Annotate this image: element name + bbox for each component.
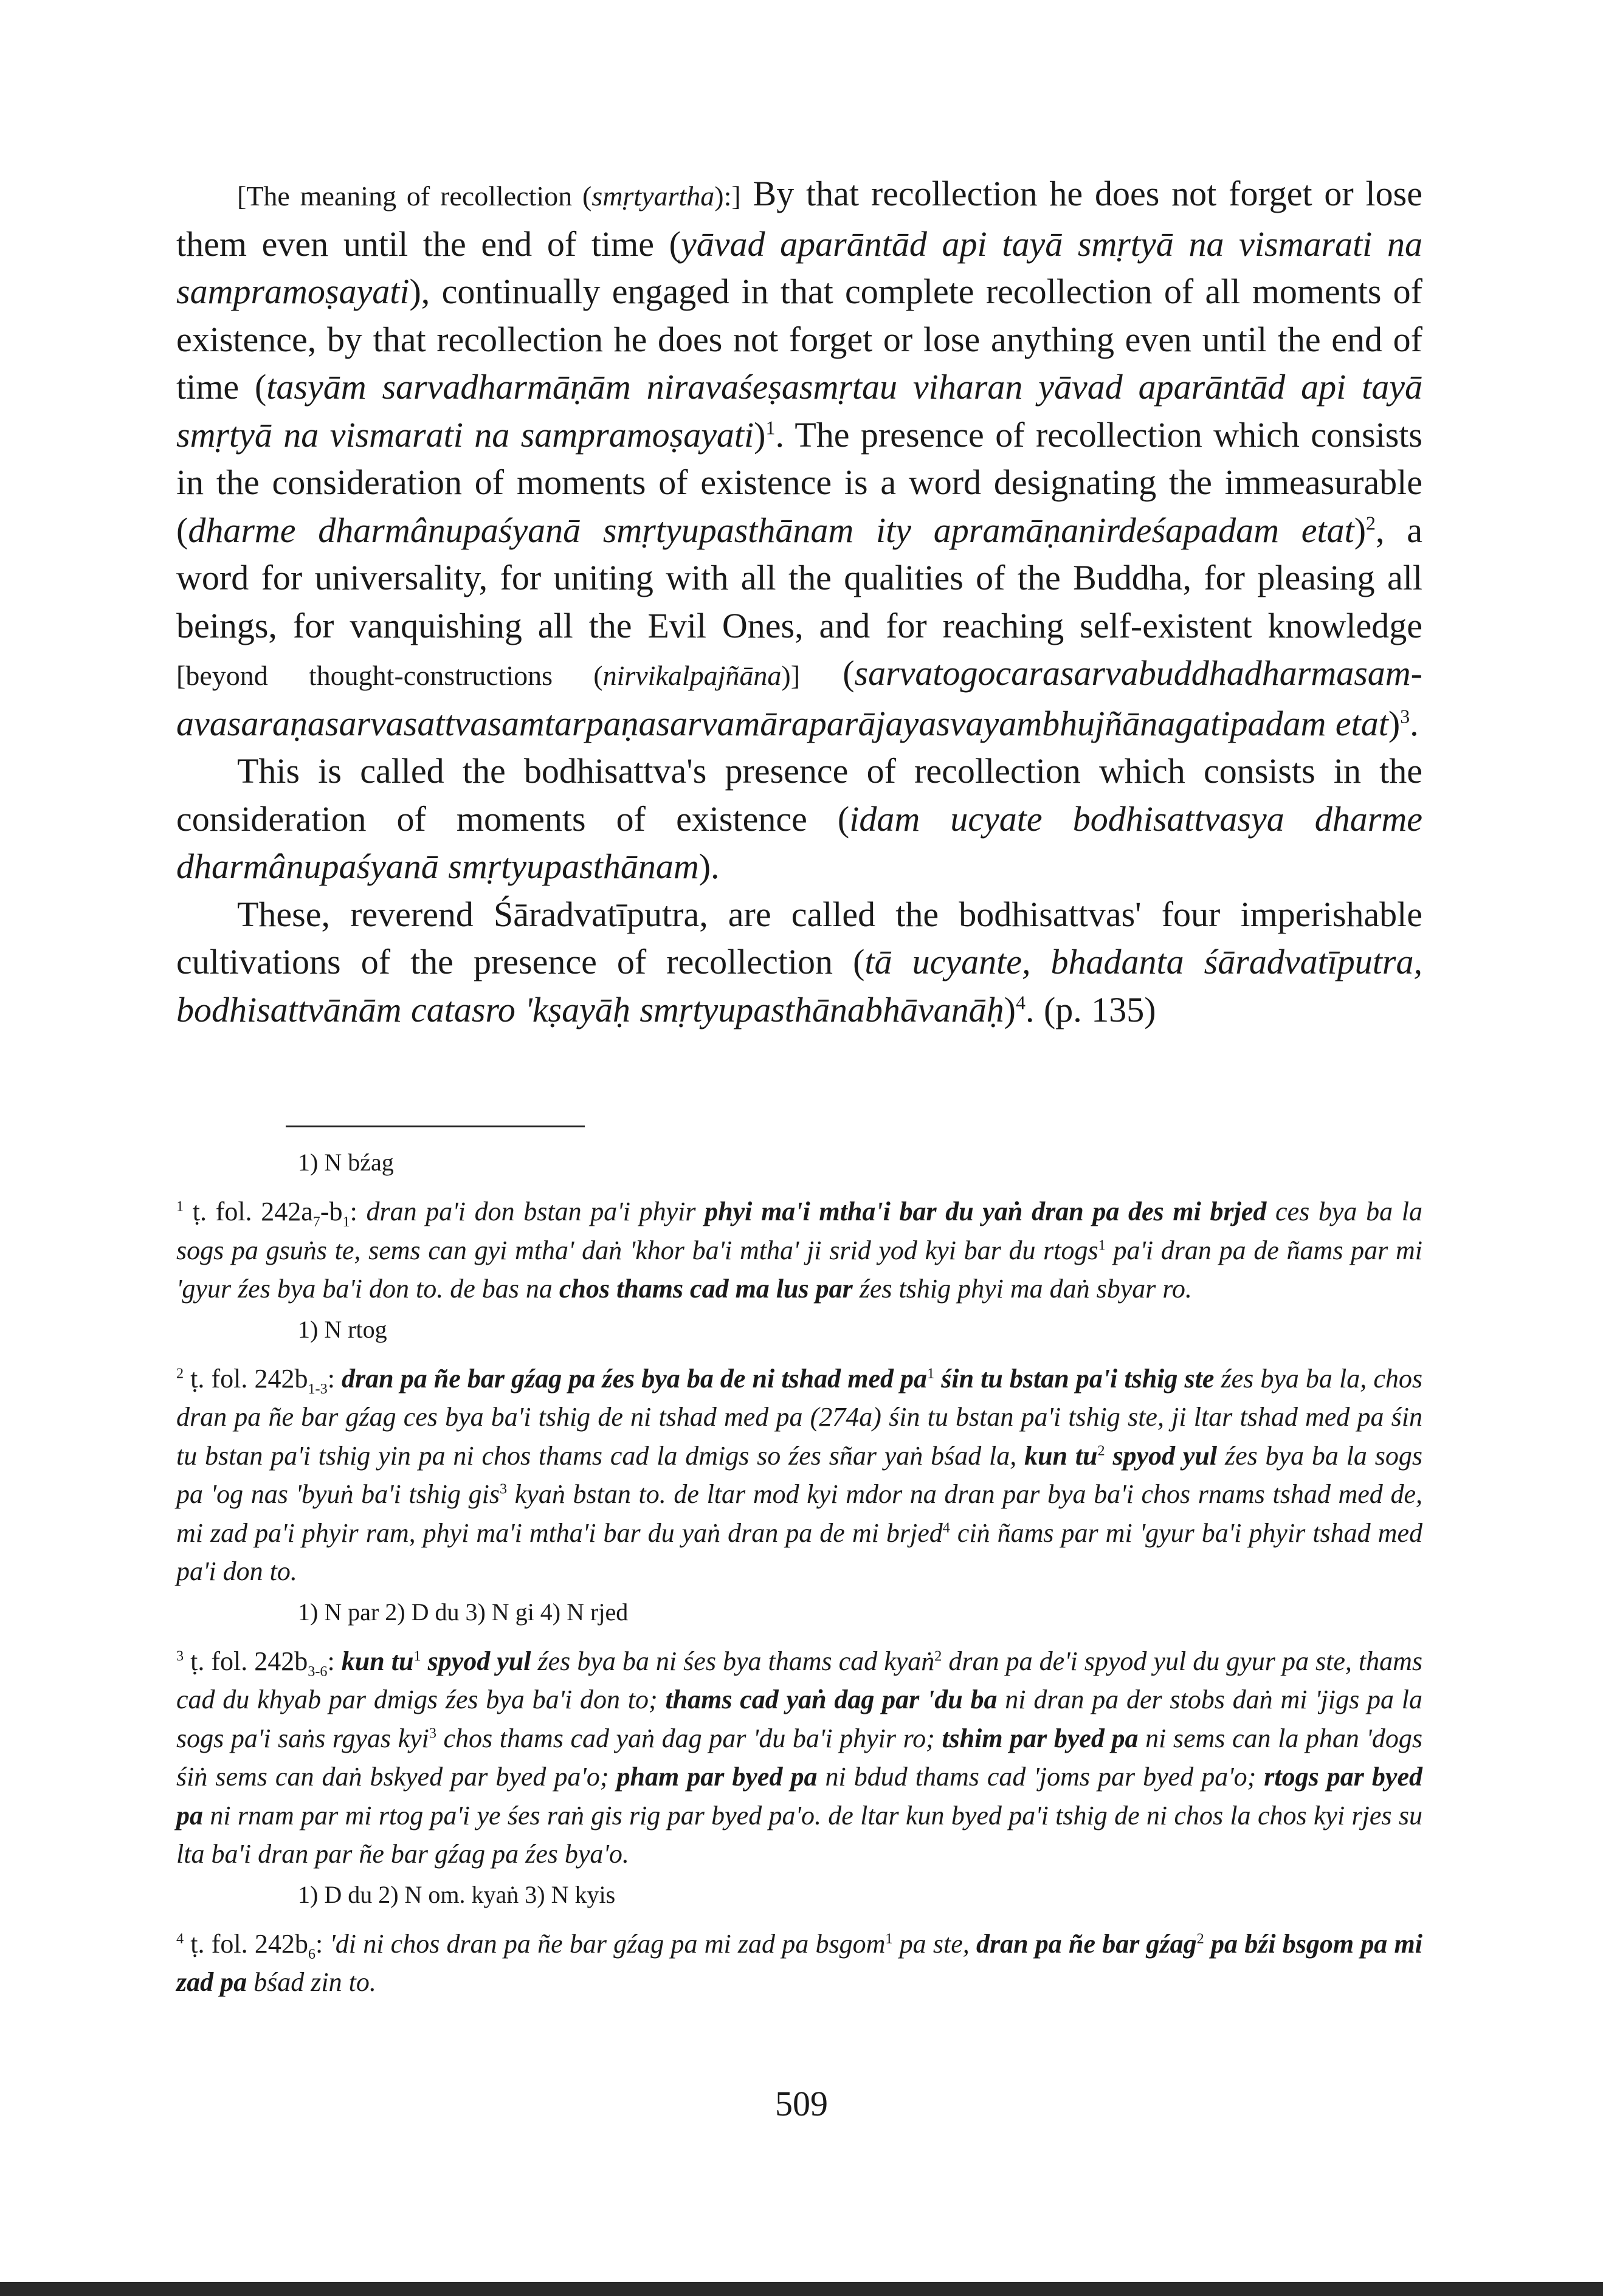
footnote-3: $^3$ ṭ. fol. $242b_{3-6}$: kun $tu^1$ spyod yul źes bya ba ni śes bya thams cad kyaṅ$^2$ dran pa de'i spyod yul du gyur pa ste, thams cad du khyab par dmigs źes bya ba'i don to; thams cad yaṅ dag par 'du ba ni dran pa der stobs daṅ mi 'jigs pa la sogs pa'i saṅs rgyas kyi$^3$ chos thams cad yaṅ dag par 'du ba'i phyir ro; tshim par byed pa ni sems can la phan 'dogs śiṅ sems can daṅ bskyed par byed pa'o; pham par byed pa ni bdud thams cad 'joms par byed pa'o; rtogs par byed pa ni rnam par mi rtog pa'i ye śes raṅ gis rig par byed pa'o. de ltar kun byed pa'i tshig de ni chos la chos kyi rjes su lta ba'i dran par ñe bar gźag pa źes bya'o. — [176, 1646, 1423, 1869]
footnote-1: $^1$ ṭ. fol. $242a_7-b_1$: dran pa'i don bstan pa'i phyir phyi ma'i mtha'i bar du yaṅ dran pa des mi brjed ces bya ba la sogs pa gsuṅs te, sems can gyi mtha' daṅ 'khor ba'i mtha' ji srid yod kyi bar du rtogs$^1$ pa'i dran pa de ñams par mi 'gyur źes bya ba'i don to. de bas na chos thams cad ma lus par źes tshig phyi ma daṅ sbyar ro. — [176, 1197, 1422, 1304]
variant-reading-1: 1) N rtog — [298, 1315, 387, 1343]
variant-reading-0: 1) N bźag — [298, 1149, 394, 1176]
footnote-4: $^4$ ṭ. fol. $242b_6$: 'di ni chos dran pa ñe bar gźag pa mi zad pa bsgom$^1$ pa ste, dran pa ñe bar gźag$^2$ pa bźi bsgom pa mi zad pa bśad zin to. — [176, 1928, 1422, 1997]
footnote-ref-4: 4 — [1016, 992, 1026, 1014]
paragraph-3: These, reverend Śāradvatīputra, are called the bodhisattvas' four imperishable cultivations of the presence of recollection (tā ucyante, bhadanta śāradvatīputra, bodhisattvānām catasro 'kṣayāḥ smṛtyupasthānabhāvanāḥ)$^4$. (p. 135) — [176, 894, 1422, 1029]
variant-reading-2: 1) N par 2) D du 3) N gi 4) N rjed — [298, 1598, 629, 1626]
footnote-ref-1: 1 — [765, 417, 776, 439]
footnote-divider — [286, 1126, 585, 1127]
footnote-ref-3: 3 — [1400, 706, 1410, 727]
variant-reading-3: 1) D du 2) N om. kyaṅ 3) N kyis — [298, 1880, 616, 1908]
paragraph-2: This is called the bodhisattva's presence of recollection which consists in the consideration of moments of existence (idam ucyate bodhisattvasya dharme dharmânupaśyanā smṛtyupasthānam). — [176, 751, 1422, 886]
paragraph-1: [The meaning of recollection (smṛtyartha):] By that recollection he does not forget or lose them even until the end of time (yāvad aparāntād api tayā smṛtyā na vismarati na sampramoṣayati), continually engaged in that complete recollection of all moments of existence, by that recollection he does not forget or lose anything even until the end of time (tasyām sarvadharmāṇām niravaśeṣasmṛtau viharan yāvad aparāntād api tayā smṛtyā na vismarati na sampramoṣayati)$^1$. The presence of recollection which consists in the consideration of moments of existence is a word designating the immeasurable (dharme dharmânupaśyanā smṛtyupasthānam ity apramāṇanirdeśapadam etat)$^2$, a word for universality, for uniting with all the qualities of the Buddha, for pleasing all beings, for vanquishing all the Evil Ones, and for reaching self-existent knowledge [beyond thought-constructions (nirvikalpajñāna)] (sarvatogocarasarvabuddhadharmasamavasaraṇasarvasattvasamtarpaṇasarvamāraparājayasvayambhujñānagatipadam etat)$^3$. — [176, 174, 1423, 743]
footnotes — [176, 1141, 1422, 2002]
footnote-ref-2: 2 — [1366, 512, 1376, 534]
editorial-insertion: [beyond thought-constructions (nirvikalpajñāna)] — [176, 660, 801, 691]
main-text — [176, 170, 1422, 1034]
editorial-heading: [The meaning of recollection (smṛtyartha):] — [237, 180, 741, 211]
page-number: 509 — [775, 2084, 828, 2123]
footnote-2: $^2$ ṭ. fol. $242b_{1-3}$: dran pa ñe bar gźag pa źes bya ba de ni tshad med $pa^1$ śin tu bstan pa'i tshig ste źes bya ba la, chos dran pa ñe bar gźag ces bya ba'i tshig de ni tshad med pa (274a) śin tu bstan pa'i tshig ste, ji ltar tshad med pa śin tu bstan pa'i tshig yin pa ni chos thams cad la dmigs so źes sñar yaṅ bśad la, kun $tu^2$ spyod yul źes bya ba la sogs pa 'og nas 'byuṅ ba'i tshig gis$^3$ kyaṅ bstan to. de ltar mod kyi mdor na dran par bya ba'i chos rnams tshad med de, mi zad pa'i phyir ram, phyi ma'i mtha'i bar du yaṅ dran pa de mi brjed$^4$ ciṅ ñams par mi 'gyur ba'i phyir tshad med pa'i don to. — [176, 1363, 1422, 1586]
scan-edge — [0, 2282, 1603, 2296]
